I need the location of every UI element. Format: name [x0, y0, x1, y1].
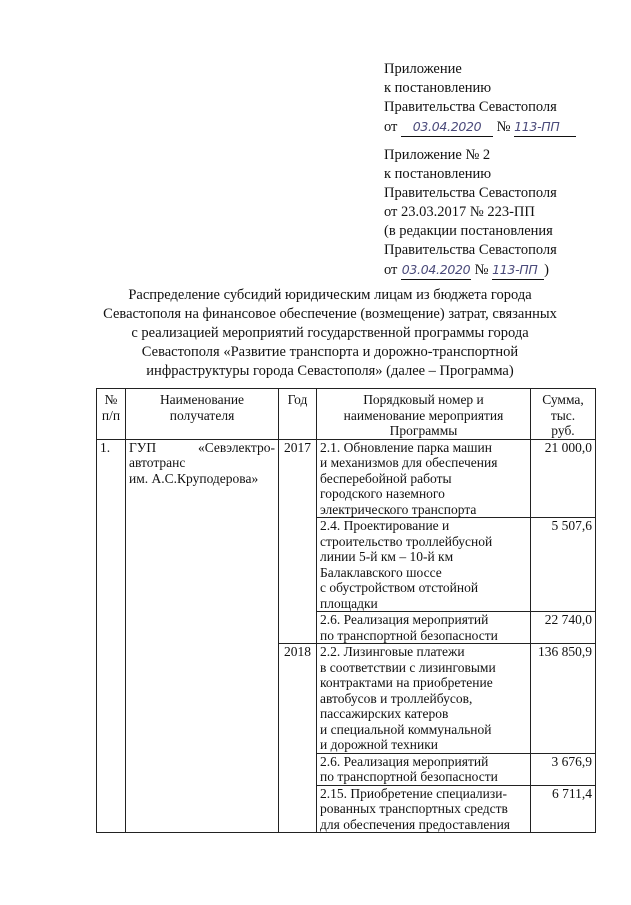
appendix-2-date-line [384, 260, 557, 280]
event-text: 2.6. Реализация мероприятий [320, 753, 489, 769]
event-cell [317, 612, 531, 644]
amount-cell: 21 000,0 [531, 439, 596, 518]
row-number: 1. [97, 439, 126, 833]
event-text: площадки [320, 595, 378, 611]
appendix-2-line5: (в редакции постановления [384, 223, 553, 239]
recipient-text: им. А.С.Круподерова» [129, 470, 259, 486]
header-text: руб. [551, 423, 575, 438]
event-cell [317, 644, 531, 754]
header-text: № [104, 392, 118, 407]
title-line: инфраструктуры города Севастополя» (далее – Программа) [146, 363, 514, 379]
header-num [97, 389, 126, 440]
event-text: бесперебойной работы [320, 470, 452, 486]
header-text: Порядковый номер и [363, 392, 484, 407]
handwritten-date: 03.04.2020 [401, 117, 493, 137]
closing-paren: ) [544, 262, 549, 278]
event-text: и дорожной техники [320, 737, 438, 752]
handwritten-date: 03.04.2020 [401, 260, 471, 280]
appendix-1-header [384, 60, 576, 137]
appendix-1-line3: Правительства Севастополя [384, 99, 557, 115]
header-text: наименование мероприятия [343, 407, 504, 423]
event-text: 2.6. Реализация мероприятий [320, 612, 489, 627]
title-line: с реализацией мероприятий государственной программы города [131, 325, 529, 341]
recipient-text: ГУП «Севэлектро- [129, 439, 275, 455]
handwritten-number: 113-ПП [492, 260, 544, 280]
event-text: электрического транспорта [320, 501, 477, 517]
event-text: и специальной коммунальной [320, 721, 492, 737]
appendix-2-line3: Правительства Севастополя [384, 185, 557, 201]
event-cell [317, 439, 531, 518]
amount-cell: 136 850,9 [531, 644, 596, 754]
event-text: пассажирских катеров [320, 706, 449, 721]
event-text: с обустройством отстойной [320, 580, 479, 595]
recipient-cell [126, 439, 279, 833]
event-text: 2.2. Лизинговые платежи [320, 644, 465, 659]
amount-cell: 22 740,0 [531, 612, 596, 644]
event-text: городского наземного [320, 486, 445, 501]
appendix-1-date-line [384, 117, 576, 137]
event-text: рованных транспортных средств [320, 801, 508, 816]
subsidy-table [96, 388, 596, 833]
number-prefix: № [496, 119, 511, 135]
event-text: контрактами на приобретение [320, 675, 493, 690]
event-cell [317, 518, 531, 612]
header-text: Программы [389, 423, 458, 438]
table-row [97, 439, 596, 518]
event-text: по транспортной безопасности [320, 769, 498, 784]
event-text: и механизмов для обеспечения [320, 455, 498, 470]
event-cell [317, 753, 531, 785]
table-header-row [97, 389, 596, 440]
appendix-2-line6: Правительства Севастополя [384, 242, 557, 258]
event-text: 2.1. Обновление парка машин [320, 439, 492, 455]
document-title [60, 286, 600, 381]
appendix-2-line1: Приложение № 2 [384, 147, 491, 163]
event-text: для обеспечения предоставления [320, 816, 511, 832]
amount-cell: 3 676,9 [531, 753, 596, 785]
header-text: тыс. [550, 407, 576, 423]
title-line: Севастополя «Развитие транспорта и дорожно-транспортной [141, 344, 519, 360]
header-recipient [126, 389, 279, 440]
year-cell: 2017 [279, 439, 317, 644]
event-text: в соответствии с лизинговыми [320, 659, 496, 675]
header-event [317, 389, 531, 440]
header-text: п/п [101, 407, 121, 423]
year-cell: 2018 [279, 644, 317, 833]
title-line: Распределение субсидий юридическим лицам из бюджета города [128, 287, 532, 303]
header-year: Год [279, 389, 317, 440]
appendix-1-line2: к постановлению [384, 80, 492, 96]
header-amount [531, 389, 596, 440]
event-text: автобусов и троллейбусов, [320, 690, 473, 706]
event-text: по транспортной безопасности [320, 627, 498, 643]
event-text: строительство троллейбусной [320, 533, 493, 549]
header-text: получателя [169, 407, 235, 423]
appendix-2-line2: к постановлению [384, 166, 492, 182]
appendix-2-line4: от 23.03.2017 № 223-ПП [384, 204, 535, 220]
header-text: Наименование [159, 392, 245, 407]
amount-cell: 6 711,4 [531, 785, 596, 833]
from-word: от [384, 262, 398, 278]
recipient-text: автотранс [129, 455, 186, 470]
header-text: Сумма, [542, 392, 584, 407]
event-text: Балаклавского шоссе [320, 564, 442, 580]
handwritten-number: 113-ПП [514, 117, 576, 137]
appendix-2-header [384, 146, 557, 280]
from-word: от [384, 119, 398, 135]
number-prefix: № [474, 262, 489, 278]
event-text: линии 5-й км – 10-й км [320, 549, 454, 564]
event-text: 2.15. Приобретение специализи- [320, 785, 507, 801]
appendix-1-line1: Приложение [384, 61, 462, 77]
title-line: Севастополя на финансовое обеспечение (возмещение) затрат, связанных [103, 306, 557, 322]
event-text: 2.4. Проектирование и [320, 518, 450, 533]
amount-cell: 5 507,6 [531, 518, 596, 612]
event-cell [317, 785, 531, 833]
